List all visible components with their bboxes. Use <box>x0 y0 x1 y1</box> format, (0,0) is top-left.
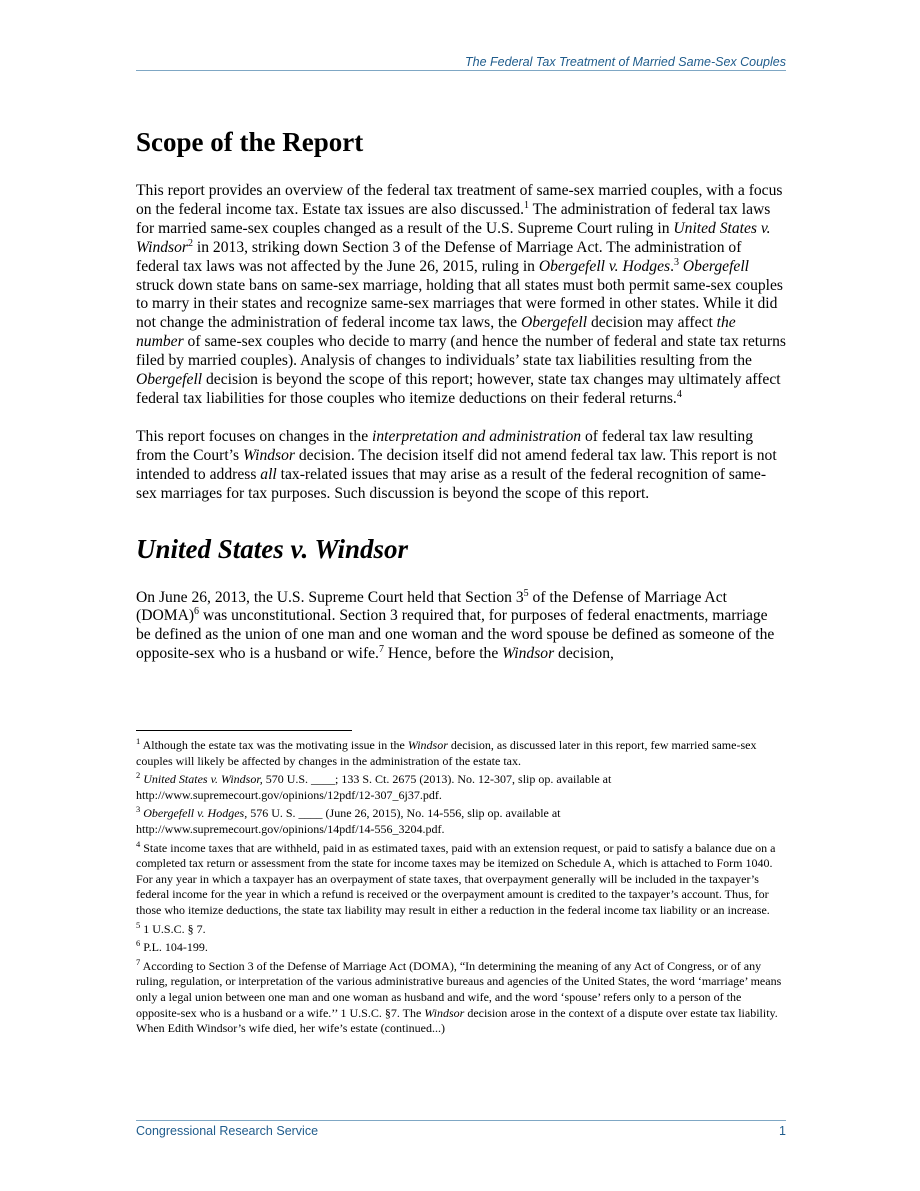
text-run: of same-sex couples who decide to marry (and hence the number of federal and state tax returns filed by married couples). Analysis of changes to individuals’ state tax liabilities resulting from the <box>136 333 786 370</box>
footer-org: Congressional Research Service <box>136 1124 319 1138</box>
footnote-6 <box>136 940 786 956</box>
footnote-1 <box>136 738 786 769</box>
italic-text: all <box>260 465 277 483</box>
italic-text: the number <box>136 314 736 351</box>
windsor-section <box>136 529 786 665</box>
footnote-ref: 2 <box>136 770 141 781</box>
footnote-ref: 5 <box>523 587 529 599</box>
text-run: State income taxes that are withheld, paid in as estimated taxes, paid with an extension request, or paid to satisfy a balance due on a completed tax return or assessment from the state for income taxes may be itemized on Schedule A, which is attached to Form 1040. For any year in which a taxpayer has an overpayment of state taxes, that overpayment generally will be included in the taxpayer’s federal income for the year in which a refund is received or the overpayment amount is credited to the taxpayer’s account. Thus, for those who itemize deductions, the state tax liability may result in either a reduction in the federal income tax liability or an increase. <box>136 840 776 917</box>
footnote-ref: 3 <box>674 256 679 268</box>
italic-text: United States v. Windsor, <box>143 772 263 787</box>
italic-text: Windsor <box>502 645 555 663</box>
italic-text: Windsor <box>407 738 448 752</box>
section-heading-windsor: United States v. Windsor <box>136 533 409 564</box>
italic-text: Obergefell <box>520 314 588 332</box>
text-run: On June 26, 2013, the U.S. Supreme Court held that Section 3 <box>136 588 524 606</box>
italic-text: Obergefell v. Hodges <box>538 257 671 275</box>
footnote-ref: 4 <box>676 388 682 400</box>
footnote-ref: 6 <box>136 938 141 949</box>
text-run: , 576 U. S. ____ (June 26, 2015), No. 14-556, slip op. available at http://www.supremecourt.gov/opinions/14pdf/14-556_3204.pdf. <box>136 806 561 836</box>
footnote-ref: 7 <box>378 644 384 656</box>
text-run: struck down state bans on same-sex marriage, holding that all states must both permit same-sex couples to marry in their states and recognize same-sex marriages that were formed in other states. While it did not change the administration of federal income tax laws, the <box>136 276 783 332</box>
text-run: decision is beyond the scope of this report; however, state tax changes may ultimately affect federal tax liabilities for those couples who itemize deductions on their federal returns. <box>136 371 781 407</box>
footnote-separator <box>136 730 352 731</box>
footnote-ref: 6 <box>194 606 200 618</box>
text-run: in 2013, striking down Section 3 of the Defense of Marriage Act. The administration of federal tax laws was not affected by the June 26, 2015, ruling in <box>136 238 742 275</box>
italic-text: United States v. Windsor <box>136 219 771 256</box>
running-header <box>136 55 786 71</box>
text-run: was unconstitutional. Section 3 required that, for purposes of federal enactments, marriage be defined as the union of one man and one woman and the word spouse be defined as someone of the opposite-sex who is a husband or wife. <box>136 607 775 663</box>
running-header-title: The Federal Tax Treatment of Married Same-Sex Couples <box>465 55 786 69</box>
text-run: of the Defense of Marriage Act (DOMA) <box>136 588 727 625</box>
footnote-ref: 1 <box>136 736 141 746</box>
italic-text: interpretation and administration <box>372 427 582 445</box>
text-run: This report focuses on changes in the <box>136 427 373 445</box>
italic-text: Windsor <box>424 1005 465 1020</box>
text-run: 570 U.S. ____; 133 S. Ct. 2675 (2013). No. 12-307, slip op. available at http://www.supremecourt.gov/opinions/12pdf/12-307_6j37.pdf. <box>136 772 612 802</box>
footnote-5 <box>136 919 786 938</box>
page-number: 1 <box>779 1124 786 1138</box>
italic-text: Obergefell <box>136 371 203 389</box>
text-run: According to Section 3 of the Defense of Marriage Act (DOMA), “In determining the meaning of any Act of Congress, or of any ruling, regulation, or interpretation of the various administrative bureaus and agencies of the United States, the word ‘marriage’ means only a legal union between one man and one woman as husband and wife, and the word ‘spouse’ refers only to a person of the opposite-sex who is a husband or a wife.’’ 1 U.S.C. §7. The <box>136 958 782 1020</box>
footnote-2 <box>136 772 786 803</box>
footnote-4 <box>136 838 786 919</box>
italic-text: Obergefell <box>682 257 750 275</box>
footnotes <box>136 738 786 1040</box>
italic-text: Obergefell v. Hodges <box>143 806 245 821</box>
text-run: decision, as discussed later in this report, few married same-sex couples will likely be affected by changes in the administration of the estate tax. <box>136 738 757 768</box>
paragraph-windsor-1 <box>136 589 786 665</box>
paragraph-scope-2 <box>136 428 786 504</box>
text-run: The administration of federal tax laws for married same-sex couples changed as a result of the U.S. Supreme Court ruling in <box>136 200 771 237</box>
footnote-7 <box>136 956 786 1037</box>
italic-text: Windsor <box>242 446 295 464</box>
text-run: decision. The decision itself did not amend federal tax law. This report is not intended to address <box>136 446 777 483</box>
text-run: of federal tax law resulting from the Court’s <box>136 427 753 464</box>
footnote-ref: 5 <box>136 919 141 930</box>
footnote-ref: 4 <box>136 838 141 849</box>
text-run: decision, <box>554 645 614 663</box>
text-run: P.L. 104-199. <box>140 940 208 955</box>
footnote-ref: 7 <box>136 956 141 967</box>
text-run: decision may affect <box>587 314 717 332</box>
paragraph-scope-1 <box>136 182 786 409</box>
main-content <box>136 122 786 664</box>
text-run: tax-related issues that may arise as a result of the federal recognition of same-sex marriages for tax purposes. Such discussion is beyond the scope of this report. <box>136 465 767 502</box>
section-heading-scope: Scope of the Report <box>136 127 364 157</box>
running-footer <box>136 1120 786 1138</box>
text-run: Hence, before the <box>383 645 503 663</box>
text-run: . <box>670 257 674 275</box>
footnote-ref: 1 <box>524 199 529 211</box>
text-run: This report provides an overview of the federal tax treatment of same-sex married couples, with a focus on the federal income tax. Estate tax issues are also discussed. <box>136 182 783 218</box>
footnote-ref: 3 <box>136 804 141 815</box>
text-run: decision arose in the context of a dispute over estate tax liability. When Edith Windsor’s wife died, her wife’s estate (continued...) <box>136 1005 778 1036</box>
text-run: 1 U.S.C. § 7. <box>140 921 206 936</box>
text-run: Although the estate tax was the motivating issue in the <box>140 738 408 752</box>
footnote-3 <box>136 806 786 837</box>
footnote-ref: 2 <box>188 237 193 249</box>
